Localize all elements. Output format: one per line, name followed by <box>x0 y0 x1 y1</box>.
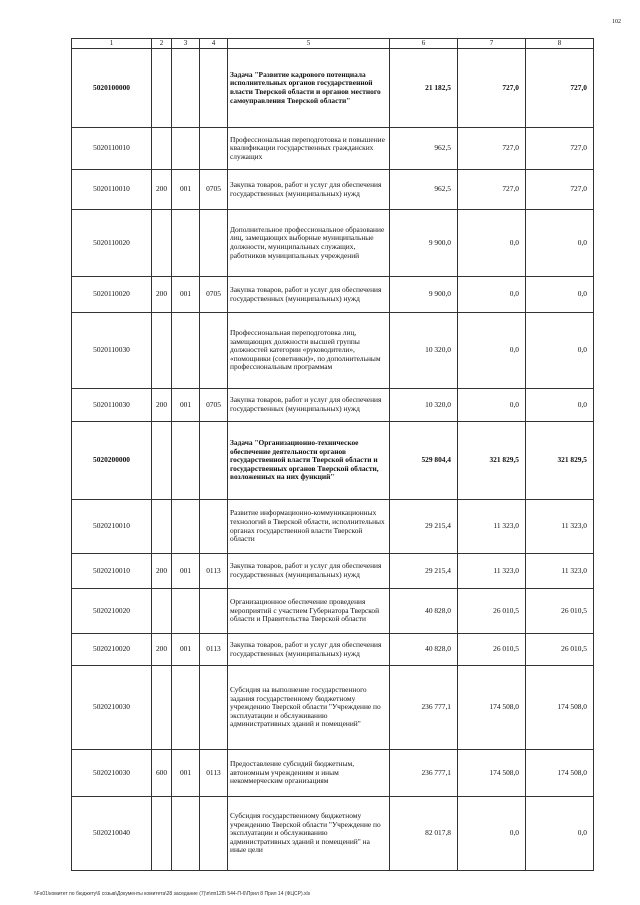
header-cell: 4 <box>200 39 228 49</box>
budget-table <box>71 38 594 871</box>
section-cell <box>152 128 172 170</box>
value-cell: 9 900,0 <box>390 210 458 277</box>
code-cell: 5020200000 <box>72 422 152 500</box>
section-cell <box>152 500 172 554</box>
value-cell: 29 215,4 <box>390 500 458 554</box>
name-cell: Дополнительное профессиональное образование лиц, замещающих выборные муниципальные должности, муниципальных служащих, работников муниципальных учреждений <box>228 210 390 277</box>
section-cell: 200 <box>152 170 172 210</box>
section-cell <box>152 797 172 871</box>
value-cell: 0,0 <box>526 797 594 871</box>
value-cell: 11 323,0 <box>458 554 526 589</box>
subsection-cell <box>200 797 228 871</box>
section-cell: 200 <box>152 634 172 666</box>
section-cell <box>152 589 172 634</box>
value-cell: 727,0 <box>526 128 594 170</box>
ministry-cell: 001 <box>172 277 200 313</box>
section-cell <box>152 422 172 500</box>
value-cell: 236 777,1 <box>390 750 458 797</box>
value-cell: 11 323,0 <box>458 500 526 554</box>
value-cell: 26 010,5 <box>526 634 594 666</box>
code-cell: 5020210020 <box>72 634 152 666</box>
value-cell: 529 804,4 <box>390 422 458 500</box>
value-cell: 0,0 <box>526 389 594 422</box>
table-row <box>72 500 594 554</box>
ministry-cell <box>172 422 200 500</box>
name-cell: Закупка товаров, работ и услуг для обеспечения государственных (муниципальных) нужд <box>228 277 390 313</box>
header-cell: 5 <box>228 39 390 49</box>
ministry-cell <box>172 313 200 389</box>
file-path-footer: \\Fs01\комитет по бюджету\6 созыв\Документы комитета\28 заседание (7)\п\пп128\ 544-П-6\Прил 8 Прил 14 (ФЦСР).xls <box>34 891 311 897</box>
name-cell: Субсидия государственному бюджетному учреждению Тверской области "Учреждение по эксплуатации и обслуживанию административных зданий и помещений" на иные цели <box>228 797 390 871</box>
table-row <box>72 589 594 634</box>
ministry-cell: 001 <box>172 750 200 797</box>
table-row <box>72 797 594 871</box>
subsection-cell <box>200 128 228 170</box>
subsection-cell <box>200 210 228 277</box>
name-cell: Организационное обеспечение проведения мероприятий с участием Губернатора Тверской области и Правительства Тверской области <box>228 589 390 634</box>
ministry-cell <box>172 49 200 128</box>
name-cell: Профессиональная переподготовка лиц, замещающих должности высшей группы должностей категории «руководители», «помощники (советники)», по дополнительным профессиональным программам <box>228 313 390 389</box>
header-cell: 2 <box>152 39 172 49</box>
code-cell: 5020210020 <box>72 589 152 634</box>
subsection-cell <box>200 500 228 554</box>
subsection-cell <box>200 422 228 500</box>
name-cell: Закупка товаров, работ и услуг для обеспечения государственных (муниципальных) нужд <box>228 170 390 210</box>
value-cell: 11 323,0 <box>526 554 594 589</box>
table-row <box>72 634 594 666</box>
subsection-cell: 0705 <box>200 277 228 313</box>
value-cell: 174 508,0 <box>526 750 594 797</box>
subsection-cell <box>200 313 228 389</box>
table-row <box>72 49 594 128</box>
value-cell: 0,0 <box>458 210 526 277</box>
code-cell: 5020110020 <box>72 277 152 313</box>
name-cell: Задача "Развитие кадрового потенциала исполнительных органов государственной власти Тверской области и органов местного самоуправления Тверской области" <box>228 49 390 128</box>
ministry-cell: 001 <box>172 170 200 210</box>
code-cell: 5020210030 <box>72 666 152 750</box>
table-row <box>72 128 594 170</box>
name-cell: Предоставление субсидий бюджетным, автономным учреждениям и иным некоммерческим организациям <box>228 750 390 797</box>
code-cell: 5020110030 <box>72 313 152 389</box>
table-row <box>72 170 594 210</box>
name-cell: Закупка товаров, работ и услуг для обеспечения государственных (муниципальных) нужд <box>228 634 390 666</box>
subsection-cell <box>200 589 228 634</box>
header-cell: 6 <box>390 39 458 49</box>
subsection-cell: 0705 <box>200 170 228 210</box>
page-number: 102 <box>612 19 621 25</box>
ministry-cell <box>172 500 200 554</box>
ministry-cell: 001 <box>172 634 200 666</box>
value-cell: 11 323,0 <box>526 500 594 554</box>
header-cell: 1 <box>72 39 152 49</box>
subsection-cell <box>200 666 228 750</box>
value-cell: 10 320,0 <box>390 389 458 422</box>
code-cell: 5020210010 <box>72 500 152 554</box>
ministry-cell: 001 <box>172 554 200 589</box>
name-cell: Профессиональная переподготовка и повышение квалификации государственных гражданских служащих <box>228 128 390 170</box>
section-cell <box>152 49 172 128</box>
section-cell: 200 <box>152 389 172 422</box>
table-row <box>72 210 594 277</box>
table-row <box>72 277 594 313</box>
section-cell <box>152 313 172 389</box>
value-cell: 9 900,0 <box>390 277 458 313</box>
header-cell: 8 <box>526 39 594 49</box>
value-cell: 10 320,0 <box>390 313 458 389</box>
header-cell: 3 <box>172 39 200 49</box>
value-cell: 0,0 <box>458 797 526 871</box>
value-cell: 962,5 <box>390 128 458 170</box>
code-cell: 5020110020 <box>72 210 152 277</box>
value-cell: 0,0 <box>526 210 594 277</box>
value-cell: 26 010,5 <box>526 589 594 634</box>
code-cell: 5020210010 <box>72 554 152 589</box>
value-cell: 727,0 <box>526 170 594 210</box>
code-cell: 5020210040 <box>72 797 152 871</box>
value-cell: 727,0 <box>458 49 526 128</box>
table-header-row <box>72 39 594 49</box>
value-cell: 0,0 <box>526 313 594 389</box>
ministry-cell <box>172 797 200 871</box>
section-cell <box>152 210 172 277</box>
name-cell: Закупка товаров, работ и услуг для обеспечения государственных (муниципальных) нужд <box>228 389 390 422</box>
code-cell: 5020110010 <box>72 170 152 210</box>
name-cell: Задача "Организационно-техническое обеспечение деятельности органов государственной власти Тверской области и государственных органов Тверской области, возложенных на них функций" <box>228 422 390 500</box>
ministry-cell: 001 <box>172 389 200 422</box>
name-cell: Субсидия на выполнение государственного задания государственному бюджетному учреждению Тверской области "Учреждение по эксплуатации и обслуживанию административных зданий и помещений" <box>228 666 390 750</box>
table-row <box>72 422 594 500</box>
table-row <box>72 750 594 797</box>
name-cell: Закупка товаров, работ и услуг для обеспечения государственных (муниципальных) нужд <box>228 554 390 589</box>
value-cell: 0,0 <box>458 277 526 313</box>
section-cell <box>152 666 172 750</box>
value-cell: 26 010,5 <box>458 634 526 666</box>
value-cell: 321 829,5 <box>526 422 594 500</box>
table-row <box>72 313 594 389</box>
code-cell: 5020110030 <box>72 389 152 422</box>
ministry-cell <box>172 128 200 170</box>
value-cell: 174 508,0 <box>458 666 526 750</box>
value-cell: 727,0 <box>526 49 594 128</box>
subsection-cell <box>200 49 228 128</box>
code-cell: 5020100000 <box>72 49 152 128</box>
value-cell: 21 182,5 <box>390 49 458 128</box>
subsection-cell: 0705 <box>200 389 228 422</box>
value-cell: 40 828,0 <box>390 634 458 666</box>
name-cell: Развитие информационно-коммуникационных технологий в Тверской области, исполнительных органах государственной власти Тверской области <box>228 500 390 554</box>
ministry-cell <box>172 589 200 634</box>
value-cell: 727,0 <box>458 170 526 210</box>
table-row <box>72 389 594 422</box>
ministry-cell <box>172 210 200 277</box>
value-cell: 0,0 <box>526 277 594 313</box>
value-cell: 236 777,1 <box>390 666 458 750</box>
value-cell: 26 010,5 <box>458 589 526 634</box>
section-cell: 600 <box>152 750 172 797</box>
code-cell: 5020210030 <box>72 750 152 797</box>
subsection-cell: 0113 <box>200 554 228 589</box>
subsection-cell: 0113 <box>200 634 228 666</box>
value-cell: 727,0 <box>458 128 526 170</box>
section-cell: 200 <box>152 277 172 313</box>
value-cell: 321 829,5 <box>458 422 526 500</box>
header-cell: 7 <box>458 39 526 49</box>
value-cell: 0,0 <box>458 313 526 389</box>
value-cell: 0,0 <box>458 389 526 422</box>
value-cell: 174 508,0 <box>526 666 594 750</box>
code-cell: 5020110010 <box>72 128 152 170</box>
value-cell: 82 017,8 <box>390 797 458 871</box>
ministry-cell <box>172 666 200 750</box>
table-row <box>72 554 594 589</box>
subsection-cell: 0113 <box>200 750 228 797</box>
value-cell: 174 508,0 <box>458 750 526 797</box>
table-row <box>72 666 594 750</box>
value-cell: 29 215,4 <box>390 554 458 589</box>
value-cell: 40 828,0 <box>390 589 458 634</box>
value-cell: 962,5 <box>390 170 458 210</box>
section-cell: 200 <box>152 554 172 589</box>
